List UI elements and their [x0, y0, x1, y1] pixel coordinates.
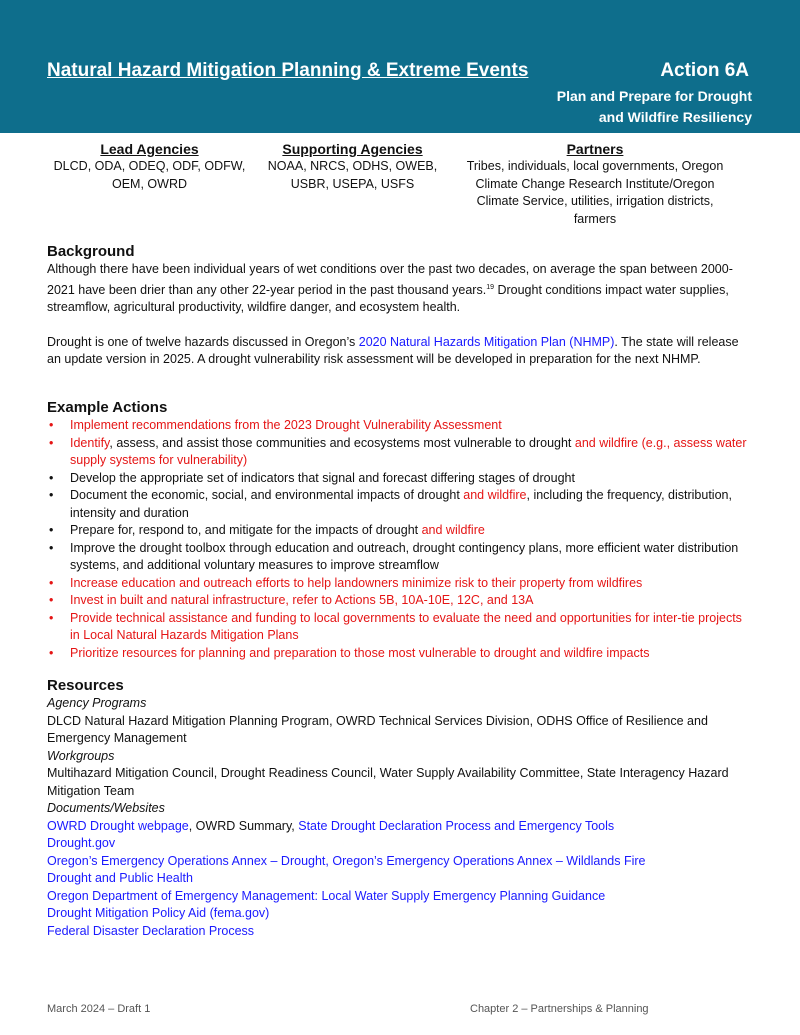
action-text: , assess, and assist those communities and ecosystems most vulnerable to drought [109, 435, 572, 450]
background-paragraph-2 [47, 334, 747, 369]
partners-list: Tribes, individuals, local governments, Oregon Climate Change Research Institute/Oregon Climate Service, utilities, irrigation districts, farmers [466, 159, 724, 226]
documents-line-1 [47, 818, 747, 836]
list-item [47, 417, 747, 435]
supporting-agencies [260, 140, 445, 193]
action-text: Develop the appropriate set of indicators that signal and forecast differing stages of drought [70, 470, 575, 485]
action-text: and wildfire [418, 523, 485, 537]
link-separator: , [325, 853, 333, 868]
title-text: Natural Hazard Mitigation Planning & Extreme Events [47, 60, 529, 81]
action-text: Identify [70, 435, 110, 450]
federal-disaster-declaration-link[interactable]: Federal Disaster Declaration Process [47, 923, 255, 938]
documents-subheading: Documents/Websites [47, 801, 165, 815]
owrd-summary-text: , OWRD Summary, [188, 818, 299, 833]
action-text: Improve the drought toolbox through education and outreach, drought contingency plans, more efficient water distribution systems, and additional voluntary measures to improve streamflow [70, 540, 739, 572]
workgroups-text: Multihazard Mitigation Council, Drought Readiness Council, Water Supply Availability Committee, State Interagency Hazard Mitigation Team [47, 766, 729, 798]
list-item [47, 645, 747, 663]
drought-public-health-link[interactable]: Drought and Public Health [47, 871, 193, 885]
action-text: Document the economic, social, and environmental impacts of drought [70, 488, 460, 502]
action-subtitle [557, 86, 752, 128]
example-actions-heading: Example Actions [47, 399, 168, 416]
lead-agencies [47, 140, 252, 193]
documents-line-3 [47, 853, 747, 871]
action-text: Invest in built and natural infrastructure, refer to Actions 5B, 10A-10E, 12C, and 13A [70, 593, 534, 607]
action-number: Action 6A [660, 60, 749, 81]
list-item [47, 540, 747, 575]
list-item [47, 470, 747, 488]
partners-heading: Partners [566, 141, 624, 157]
action-text: Provide technical assistance and funding to local governments to evaluate the need and opportunities for inter-tie projects in Local Natural Hazards Mitigation Plans [70, 610, 742, 642]
water-supply-guidance-link[interactable]: Oregon Department of Emergency Management: Local Water Supply Emergency Planning Guidance [47, 888, 606, 903]
eoa-drought-link[interactable]: Oregon’s Emergency Operations Annex – Drought [47, 853, 326, 868]
lead-agencies-list: DLCD, ODA, ODEQ, ODF, ODFW, OEM, OWRD [53, 159, 246, 191]
supporting-agencies-heading: Supporting Agencies [282, 141, 423, 157]
footer-date: March 2024 – Draft 1 [47, 1003, 151, 1015]
agency-programs-text: DLCD Natural Hazard Mitigation Planning Program, OWRD Technical Services Division, ODHS Office of Resilience and Emergency Management [47, 713, 708, 745]
list-item [47, 575, 747, 593]
agency-programs-subheading: Agency Programs [47, 696, 147, 710]
background-text-2a: Drought is one of twelve hazards discussed in Oregon’s [47, 334, 359, 349]
partners [455, 140, 735, 228]
supporting-agencies-list: NOAA, NRCS, ODHS, OWEB, USBR, USEPA, USFS [267, 159, 438, 191]
drought-mitigation-policy-link[interactable]: Drought Mitigation Policy Aid (fema.gov) [47, 906, 270, 920]
nhmp-link[interactable]: 2020 Natural Hazards Mitigation Plan (NHMP) [358, 334, 615, 349]
background-section [47, 242, 747, 369]
list-item [47, 592, 747, 610]
resources-heading: Resources [47, 677, 124, 694]
list-item [47, 487, 747, 522]
drought-gov-link[interactable]: Drought.gov [47, 836, 116, 850]
drought-declaration-link[interactable]: State Drought Declaration Process and Emergency Tools [298, 818, 615, 833]
list-item [47, 435, 747, 470]
page-title [47, 60, 749, 82]
subtitle-line-1: Plan and Prepare for Drought [556, 88, 752, 104]
background-heading: Background [47, 243, 135, 260]
actions-list [47, 417, 747, 662]
action-text: Prioritize resources for planning and preparation to those most vulnerable to drought and wildfire impacts [70, 645, 650, 660]
action-text: and wildfire (e.g., assess water supply systems for vulnerability) [70, 435, 747, 467]
eoa-wildlands-fire-link[interactable]: Oregon’s Emergency Operations Annex – Wildlands Fire [332, 853, 646, 868]
footer-chapter: Chapter 2 – Partnerships & Planning [470, 1003, 649, 1015]
owrd-drought-link[interactable]: OWRD Drought webpage [47, 818, 189, 833]
action-text: , including the frequency, distribution, intensity and duration [70, 488, 732, 520]
subtitle-line-2: and Wildfire Resiliency [598, 109, 752, 125]
lead-agencies-heading: Lead Agencies [100, 141, 199, 157]
action-text: Increase education and outreach efforts to help landowners minimize risk to their property from wildfires [70, 575, 643, 590]
background-paragraph-1 [47, 261, 747, 317]
header-banner [0, 0, 800, 133]
workgroups-subheading: Workgroups [47, 748, 115, 763]
resources-section [47, 676, 747, 940]
list-item [47, 610, 747, 645]
list-item [47, 522, 747, 540]
action-text: Implement recommendations from the 2023 Drought Vulnerability Assessment [70, 418, 502, 432]
background-text-2b: . The state will release an update version in 2025. A drought vulnerability risk assessment will be developed in preparation for the next NHMP. [47, 334, 739, 367]
footnote-ref[interactable]: 19 [486, 283, 494, 291]
action-text: Prepare for, respond to, and mitigate for the impacts of drought [70, 523, 419, 537]
example-actions-section [47, 398, 747, 662]
background-text-cont: Drought conditions impact water supplies, streamflow, agricultural productivity, wildfire danger, and ecosystem health. [47, 282, 729, 315]
background-text: Although there have been individual years of wet conditions over the past two decades, on average the span between 2000-2021 have been drier than any other 22-year period in the past thousand years. [47, 262, 733, 297]
action-text: and wildfire [459, 488, 527, 502]
